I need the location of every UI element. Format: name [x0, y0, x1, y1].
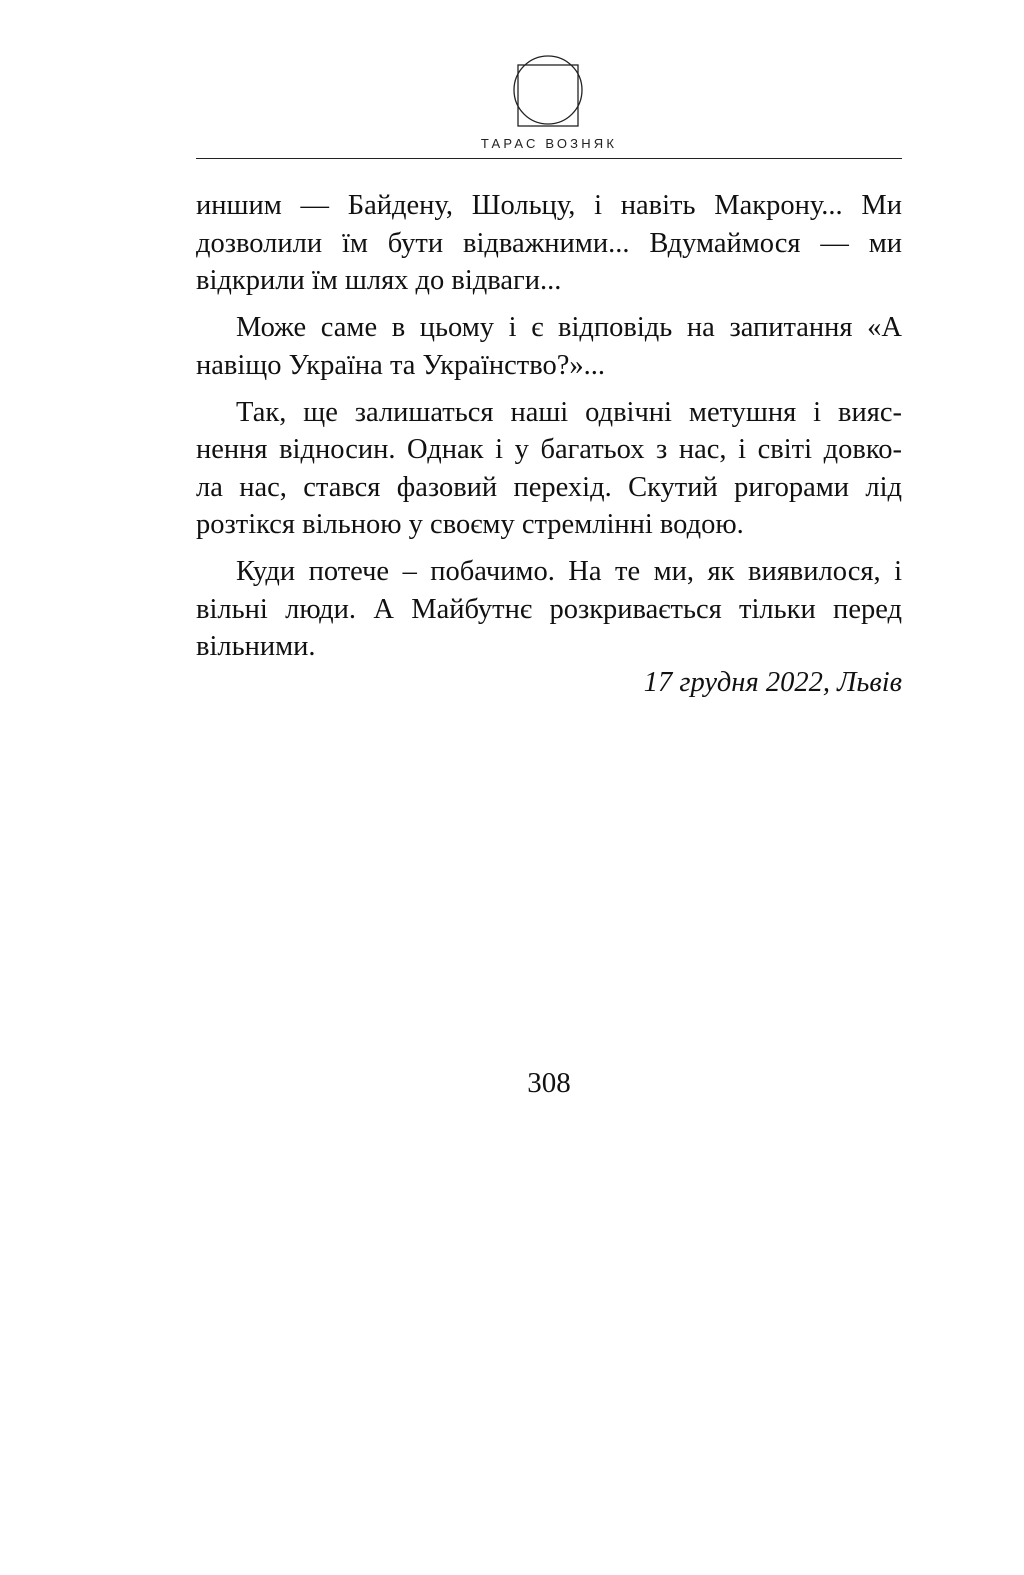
paragraph-3 — [196, 394, 902, 544]
text-line: иншим — Байдену, Шольцу, і навіть Макрону... Ми — [196, 190, 902, 221]
body-text — [196, 187, 902, 666]
text-line: нення відносин. Однак і у багатьох з нас, і світі довко- — [196, 434, 902, 465]
running-head-author: ТАРАС ВОЗНЯК — [480, 136, 618, 151]
paragraph-4 — [196, 553, 902, 666]
text-line: вільними. — [196, 631, 316, 662]
text-line: Так, ще залишаться наші одвічні метушня і вияс- — [236, 396, 902, 428]
text-line: розтікся вільною у своєму стремлінні водою. — [196, 509, 744, 540]
page-number: 308 — [527, 1067, 571, 1099]
paragraph-1 — [196, 187, 902, 300]
paragraph-2 — [196, 309, 902, 384]
text-line: дозволили їм бути відважними... Вдумаймося — ми — [196, 227, 902, 259]
date-place-signature: 17 грудня 2022, Львів — [643, 667, 902, 698]
text-line: Куди потече – побачимо. На те ми, як виявилося, і — [236, 556, 902, 587]
text-line: Може саме в цьому і є відповідь на запитання «А — [236, 312, 902, 343]
circle-square-emblem-icon — [510, 48, 586, 132]
text-line: навіщо Україна та Українство?»... — [196, 349, 606, 381]
text-line: вільні люди. А Майбутнє розкривається тільки перед — [196, 593, 902, 625]
header-rule — [196, 158, 902, 159]
text-line: ла нас, стався фазовий перехід. Скутий ригорами лід — [196, 471, 902, 503]
text-line: відкрили їм шлях до відваги... — [196, 265, 562, 296]
